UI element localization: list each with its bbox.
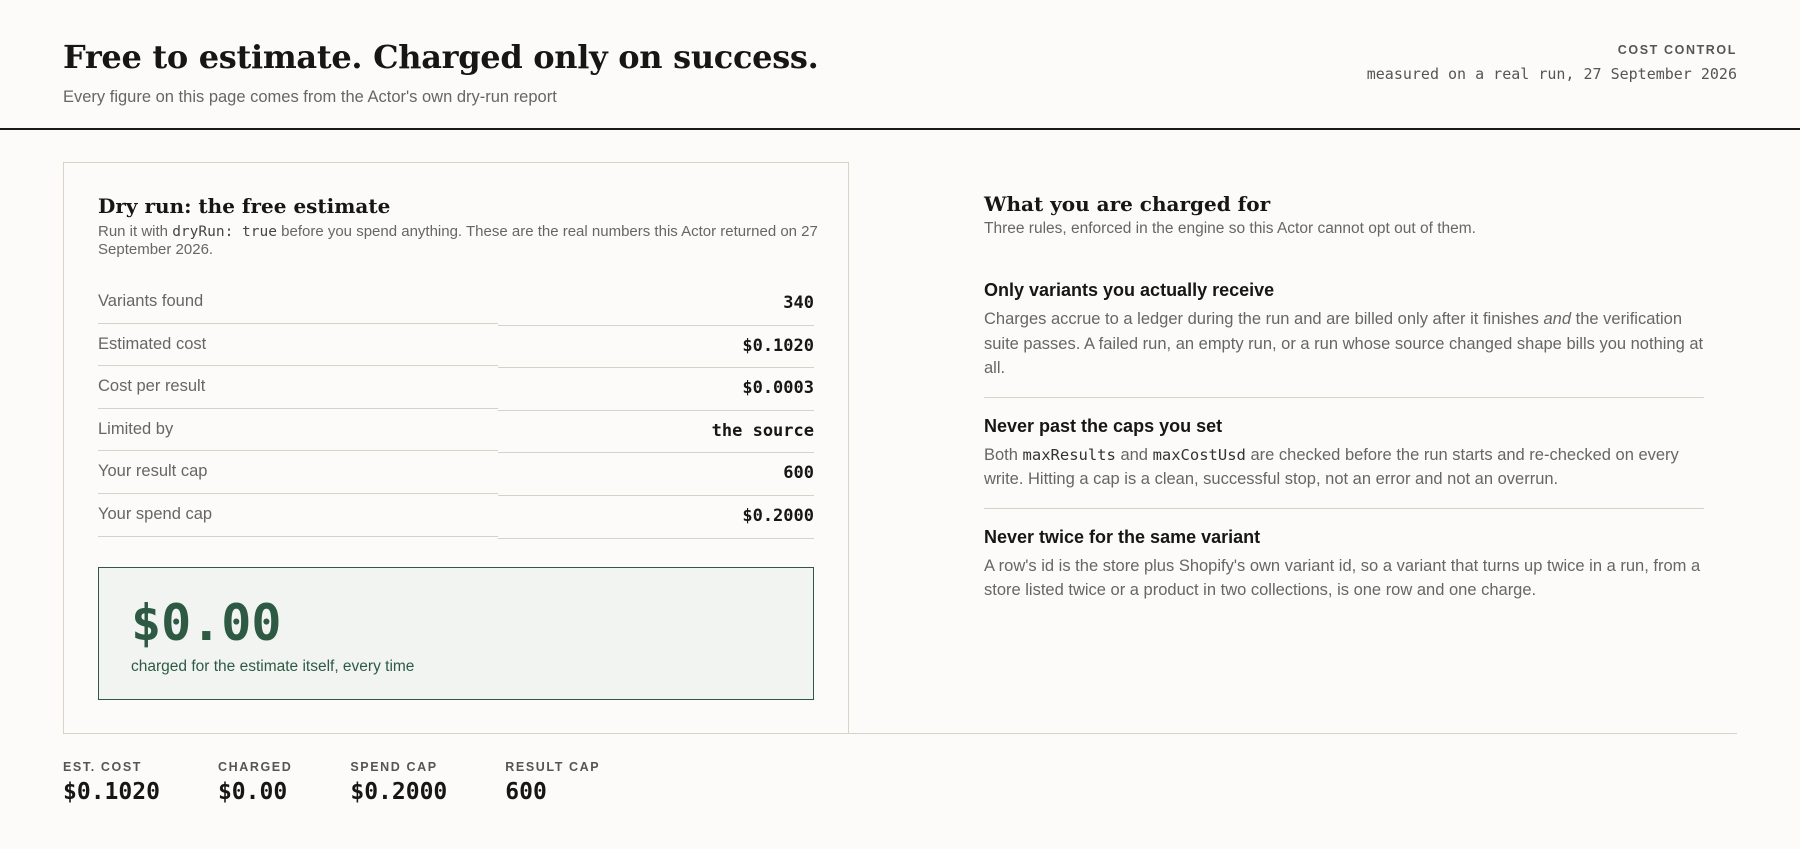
stat-value: 340 [783, 293, 814, 313]
stat-value: the source [711, 420, 814, 441]
free-note: charged for the estimate itself, every time [131, 658, 415, 675]
section-kicker: COST CONTROL [1617, 43, 1737, 57]
summary-item [218, 760, 292, 805]
rules-title: What you are charged for [984, 192, 1271, 216]
stat-value: $0.2000 [742, 505, 814, 526]
stat-row [98, 409, 814, 452]
rule-text [984, 307, 1704, 381]
rule-item [984, 262, 1704, 398]
row-divider [498, 538, 814, 539]
stat-row [98, 324, 814, 367]
rule-text-part: the verification suite passes. A failed run, an empty run, or a run whose source changed shape bills you nothing at all. [984, 310, 1704, 377]
summary-value: $0.00 [217, 779, 288, 805]
rule-item [984, 509, 1704, 619]
rule-text [984, 443, 1704, 492]
rules-subtitle: Three rules, enforced in the engine so this Actor cannot opt out of them. [984, 220, 1476, 237]
rule-code: maxResults [1022, 445, 1116, 464]
rule-text-part: are checked before the run starts and re-checked on every write. Hitting a cap is a clean, successful stop, not an error and not an overrun. [984, 445, 1679, 488]
rule-text: A row's id is the store plus Shopify's own variant id, so a variant that turns up twice in a run, from a store listed twice or a product in two collections, is one row and one charge. [984, 556, 1701, 599]
rule-heading: Never twice for the same variant [984, 526, 1261, 547]
section-divider [849, 733, 1737, 734]
rule-item [984, 398, 1704, 509]
dry-run-card [63, 162, 849, 734]
rule-heading: Only variants you actually receive [984, 280, 1275, 300]
stat-label: Cost per result [98, 377, 206, 396]
page-header [0, 0, 1800, 130]
rule-text-part: and [1115, 445, 1153, 464]
rule-text-emphasis: and [1543, 310, 1572, 328]
summary-label: CHARGED [217, 760, 293, 774]
row-divider [98, 536, 498, 537]
stat-label: Limited by [98, 419, 174, 438]
stat-row [98, 366, 814, 409]
desc-prefix: Run it with [98, 223, 173, 240]
summary-label: SPEND CAP [350, 760, 438, 774]
summary-footer [63, 760, 658, 805]
rule-heading: Never past the caps you set [984, 415, 1223, 436]
estimate-stats [98, 281, 814, 537]
page-subtitle: Every figure on this page comes from the Actor's own dry-run report [63, 88, 557, 106]
stat-label: Estimated cost [98, 334, 207, 353]
page-title: Free to estimate. Charged only on success. [63, 38, 819, 76]
free-estimate-callout [98, 567, 814, 700]
rule-code: maxCostUsd [1152, 445, 1246, 464]
stat-row [98, 494, 814, 537]
stat-value: $0.1020 [742, 335, 814, 356]
summary-item [350, 760, 447, 805]
stat-label: Your spend cap [98, 504, 213, 523]
charging-rules [984, 192, 1704, 619]
dry-run-code: dryRun: true [172, 224, 277, 240]
stat-label: Variants found [98, 292, 204, 310]
rule-text-part: Charges accrue to a ledger during the run and are billed only after it finishes [984, 310, 1544, 328]
desc-suffix: before you spend anything. These are the real numbers this Actor returned on 27 September 2026. [98, 223, 818, 258]
dry-run-title: Dry run: the free estimate [98, 194, 391, 218]
summary-value: $0.2000 [350, 779, 448, 805]
measured-note: measured on a real run, 27 September 2026 [1366, 65, 1737, 83]
summary-item [63, 760, 160, 805]
dry-run-description [98, 223, 818, 259]
summary-label: EST. COST [63, 760, 142, 774]
stat-row [98, 451, 814, 494]
rule-text-part: Both [984, 445, 1023, 464]
stat-row [98, 281, 814, 324]
summary-item [505, 760, 600, 805]
summary-value: 600 [505, 779, 547, 805]
free-amount: $0.00 [131, 594, 282, 652]
stat-value: 600 [783, 463, 814, 484]
summary-label: RESULT CAP [505, 760, 601, 774]
summary-value: $0.1020 [63, 779, 160, 805]
stat-value: $0.0003 [742, 378, 814, 399]
stat-label: Your result cap [98, 462, 208, 481]
